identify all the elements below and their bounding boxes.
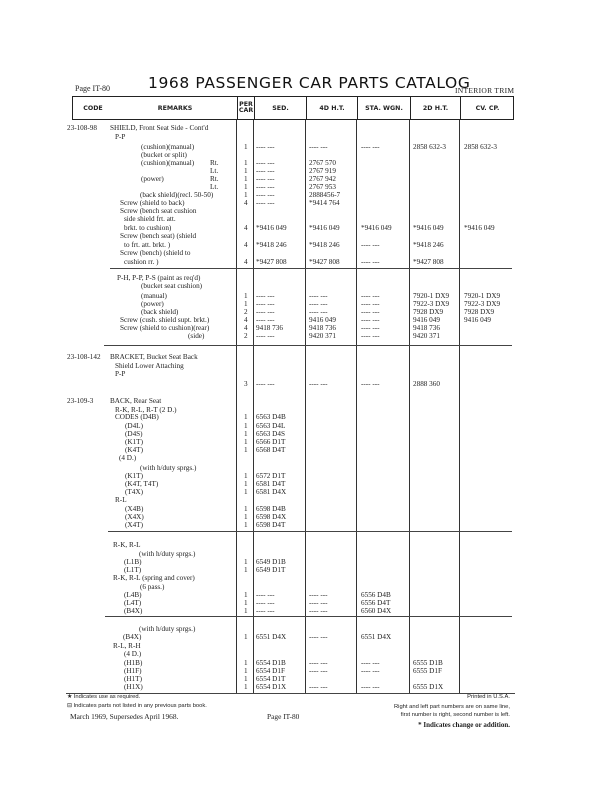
2d-ht-cell: 7920-1 DX9 (413, 292, 450, 300)
4d-ht-cell: 9420 371 (309, 332, 336, 340)
sed-cell: ---- --- (256, 332, 275, 340)
qty-cell: 4 (244, 224, 248, 232)
4d-ht-cell: ---- --- (309, 292, 328, 300)
4d-ht-cell: 2767 942 (309, 175, 336, 183)
remark: (back shield)(recl. 50-50) (140, 191, 214, 199)
qty-cell: 1 (244, 599, 248, 607)
4d-ht-cell: *9418 246 (309, 241, 340, 249)
sed-cell: ---- --- (256, 199, 275, 207)
remark: to frt. att. brkt. ) (124, 241, 171, 249)
4d-ht-cell: ---- --- (309, 599, 328, 607)
remark: (L4T) (124, 599, 142, 607)
remark: (4 D.) (119, 454, 137, 462)
revision-date: March 1969, Supersedes April 1968. (70, 712, 179, 721)
qty-cell: 3 (244, 380, 248, 388)
column-divider (253, 120, 254, 693)
4d-ht-cell: ---- --- (309, 607, 328, 615)
cv-cp-cell: *9416 049 (464, 224, 495, 232)
sed-cell: 6549 D1B (256, 558, 286, 566)
sed-cell: 6598 D4B (256, 505, 286, 513)
4d-ht-cell: *9416 049 (309, 224, 340, 232)
2d-ht-cell: 9416 049 (413, 316, 440, 324)
sta-wgn-cell: ---- --- (361, 292, 380, 300)
part-code: 23-108-98 (67, 124, 97, 132)
sed-cell: ---- --- (256, 143, 275, 151)
side-label: Lt. (210, 183, 219, 191)
4d-ht-cell: ---- --- (309, 591, 328, 599)
remark: (H1B) (124, 659, 143, 667)
qty-cell: 1 (244, 430, 248, 438)
table-header (72, 96, 514, 120)
part-code: 23-108-142 (67, 353, 101, 361)
remark: (L1B) (124, 558, 142, 566)
remark: SHIELD, Front Seat Side - Cont'd (110, 124, 209, 132)
col-4d-ht: 4D H.T. (306, 97, 357, 119)
sed-cell: 6566 D1T (256, 438, 286, 446)
catalog-title: 1968 PASSENGER CAR PARTS CATALOG (148, 74, 471, 92)
2d-ht-cell: 9420 371 (413, 332, 440, 340)
remark: P-P (115, 370, 126, 378)
sed-cell: ---- --- (256, 591, 275, 599)
qty-cell: 1 (244, 300, 248, 308)
side-label: Lt. (210, 167, 219, 175)
4d-ht-cell: 2767 570 (309, 159, 336, 167)
sed-cell: 9418 736 (256, 324, 283, 332)
sed-cell: 6572 D1T (256, 472, 286, 480)
part-code: 23-109-3 (67, 397, 94, 405)
sed-cell: 6598 D4T (256, 521, 286, 529)
footer-page-label: Page IT-80 (267, 712, 300, 721)
sed-cell: 6554 D1X (256, 683, 287, 691)
remark: (6 pass.) (140, 583, 165, 591)
remark: (L1T) (124, 566, 142, 574)
remark: (with h/duty sprgs.) (140, 464, 197, 472)
2d-ht-cell: *9427 808 (413, 258, 444, 266)
remark: R-L, R-H (113, 642, 141, 650)
col-remarks: REMARKS (157, 104, 193, 112)
4d-ht-cell: ---- --- (309, 667, 328, 675)
qty-cell: 1 (244, 422, 248, 430)
remark: BRACKET, Bucket Seat Back (110, 353, 198, 361)
remark: side shield frt. att. (124, 215, 176, 223)
4d-ht-cell: 9416 049 (309, 316, 336, 324)
col-per-car: PER CAR (237, 97, 254, 119)
section-divider (104, 345, 512, 346)
sta-wgn-cell: *9416 049 (361, 224, 392, 232)
remark: (power) (141, 300, 164, 308)
4d-ht-cell: 2767 919 (309, 167, 336, 175)
2d-ht-cell: 9418 736 (413, 324, 440, 332)
2d-ht-cell: 6555 D1F (413, 667, 442, 675)
sta-wgn-cell: 6556 D4B (361, 591, 391, 599)
section-divider (108, 531, 512, 532)
sta-wgn-cell: ---- --- (361, 258, 380, 266)
qty-cell: 1 (244, 607, 248, 615)
col-2d-ht: 2D H.T. (410, 97, 460, 119)
remark: Screw (bench seat cushion (120, 207, 197, 215)
remark: (K1T) (125, 438, 143, 446)
sed-cell: ---- --- (256, 316, 275, 324)
2d-ht-cell: 7922-3 DX9 (413, 300, 450, 308)
remark: (H1T) (124, 675, 142, 683)
col-cv-cp: CV. CP. (460, 97, 514, 119)
remark: (with h/duty sprgs.) (139, 625, 196, 633)
remark: (D4L) (125, 422, 143, 430)
qty-cell: 1 (244, 488, 248, 496)
remark: (cushion)(manual) (141, 159, 195, 167)
2d-ht-cell: 6555 D1B (413, 659, 443, 667)
sed-cell: 6568 D4T (256, 446, 286, 454)
col-sta-wgn: STA. WGN. (357, 97, 410, 119)
4d-ht-cell: *9427 808 (309, 258, 340, 266)
sta-wgn-cell: ---- --- (361, 380, 380, 388)
remark: (L4B) (124, 591, 142, 599)
col-code: CODE (83, 104, 103, 112)
remark: Screw (cush. shield supt. brkt.) (120, 316, 210, 324)
remark: (H1F) (124, 667, 142, 675)
qty-cell: 1 (244, 413, 248, 421)
side-label: Rt. (210, 175, 219, 183)
remark: CODES (D4B) (115, 413, 159, 421)
remark: P-H, P-P, P-S (paint as req'd) (117, 274, 201, 282)
qty-cell: 1 (244, 167, 248, 175)
qty-cell: 1 (244, 143, 248, 151)
sta-wgn-cell: ---- --- (361, 659, 380, 667)
sed-cell: 6554 D1B (256, 659, 286, 667)
column-divider (305, 120, 306, 693)
remark: (K4T) (125, 446, 143, 454)
qty-cell: 4 (244, 241, 248, 249)
qty-cell: 4 (244, 324, 248, 332)
qty-cell: 1 (244, 183, 248, 191)
4d-ht-cell: ---- --- (309, 659, 328, 667)
remark: (X4T) (125, 521, 143, 529)
sed-cell: 6563 D4L (256, 422, 286, 430)
remark: Screw (bench) (shield to (120, 249, 191, 257)
remark: (4 D.) (124, 650, 142, 658)
remark: (K1T) (125, 472, 143, 480)
col-sed: SED. (254, 97, 306, 119)
remark: (H1X) (124, 683, 143, 691)
sta-wgn-cell: 6556 D4T (361, 599, 391, 607)
4d-ht-cell: ---- --- (309, 380, 328, 388)
4d-ht-cell: ---- --- (309, 308, 328, 316)
qty-cell: 1 (244, 175, 248, 183)
4d-ht-cell: 9418 736 (309, 324, 336, 332)
sed-cell: ---- --- (256, 167, 275, 175)
sed-cell: 6551 D4X (256, 633, 287, 641)
sed-cell: *9416 049 (256, 224, 287, 232)
sta-wgn-cell: ---- --- (361, 324, 380, 332)
qty-cell: 4 (244, 258, 248, 266)
qty-cell: 1 (244, 472, 248, 480)
remark: (K4T, T4T) (125, 480, 159, 488)
remark: cushion rr. ) (124, 258, 159, 266)
section-divider (105, 616, 512, 617)
sed-cell: ---- --- (256, 292, 275, 300)
qty-cell: 1 (244, 505, 248, 513)
remark: (bucket or split) (141, 151, 187, 159)
sed-cell: *9418 246 (256, 241, 287, 249)
remark: R-L (115, 496, 127, 504)
sed-cell: ---- --- (256, 599, 275, 607)
remark: (B4X) (124, 607, 143, 615)
sta-wgn-cell: ---- --- (361, 241, 380, 249)
sed-cell: ---- --- (256, 607, 275, 615)
sed-cell: 6581 D4X (256, 488, 287, 496)
sed-cell: ---- --- (256, 159, 275, 167)
2d-ht-cell: 2888 360 (413, 380, 440, 388)
printed-in: Printed in U.S.A. (467, 694, 510, 700)
remark: (bucket seat cushion) (141, 282, 203, 290)
qty-cell: 2 (244, 332, 248, 340)
qty-cell: 1 (244, 633, 248, 641)
rl-note-1: Right and left part numbers are on same line, (393, 704, 510, 710)
remark: (T4X) (125, 488, 143, 496)
qty-cell: 1 (244, 191, 248, 199)
qty-cell: 1 (244, 521, 248, 529)
remark: R-K, R-L, R-T (2 D.) (115, 406, 177, 414)
sed-cell: ---- --- (256, 191, 275, 199)
sta-wgn-cell: 6551 D4X (361, 633, 392, 641)
remark: (power) (141, 175, 164, 183)
remark: (side) (188, 332, 205, 340)
sed-cell: ---- --- (256, 175, 275, 183)
qty-cell: 1 (244, 558, 248, 566)
cv-cp-cell: 9416 049 (464, 316, 491, 324)
qty-cell: 1 (244, 159, 248, 167)
4d-ht-cell: ---- --- (309, 300, 328, 308)
qty-cell: 1 (244, 446, 248, 454)
sed-cell: ---- --- (256, 380, 275, 388)
4d-ht-cell: 2767 953 (309, 183, 336, 191)
sed-cell: ---- --- (256, 300, 275, 308)
remark: (manual) (141, 292, 167, 300)
remark: (cushion)(manual) (141, 143, 195, 151)
cv-cp-cell: 2858 632-3 (464, 143, 497, 151)
4d-ht-cell: ---- --- (309, 633, 328, 641)
qty-cell: 1 (244, 438, 248, 446)
qty-cell: 4 (244, 199, 248, 207)
sta-wgn-cell: 6560 D4X (361, 607, 392, 615)
column-divider (236, 120, 237, 693)
sta-wgn-cell: ---- --- (361, 667, 380, 675)
qty-cell: 1 (244, 675, 248, 683)
footnote-box: ⊟ Indicates parts not listed in any previous parts book. (67, 703, 207, 709)
footnote-star: ★ Indicates use as required. (67, 694, 141, 700)
remark: (X4B) (125, 505, 144, 513)
remark: Screw (bench seat) (shield (120, 232, 197, 240)
section-label: INTERIOR TRIM (455, 86, 515, 95)
sed-cell: 6549 D1T (256, 566, 286, 574)
sta-wgn-cell: ---- --- (361, 332, 380, 340)
cv-cp-cell: 7928 DX9 (464, 308, 495, 316)
remark: (back shield) (141, 308, 179, 316)
2d-ht-cell: 6555 D1X (413, 683, 444, 691)
qty-cell: 1 (244, 292, 248, 300)
column-divider (409, 120, 410, 693)
change-note: * Indicates change or addition. (418, 721, 510, 729)
2d-ht-cell: 7928 DX9 (413, 308, 444, 316)
2d-ht-cell: *9418 246 (413, 241, 444, 249)
qty-cell: 1 (244, 513, 248, 521)
qty-cell: 2 (244, 308, 248, 316)
sed-cell: ---- --- (256, 308, 275, 316)
sta-wgn-cell: ---- --- (361, 316, 380, 324)
cv-cp-cell: 7922-3 DX9 (464, 300, 501, 308)
remark: (with h/duty sprgs.) (139, 550, 196, 558)
qty-cell: 1 (244, 480, 248, 488)
2d-ht-cell: *9416 049 (413, 224, 444, 232)
4d-ht-cell: ---- --- (309, 143, 328, 151)
sed-cell: 6563 D4S (256, 430, 285, 438)
section-divider (110, 268, 512, 269)
remark: (X4X) (125, 513, 144, 521)
remark: Screw (shield to back) (120, 199, 185, 207)
sed-cell: 6554 D1T (256, 675, 286, 683)
qty-cell: 1 (244, 667, 248, 675)
sta-wgn-cell: ---- --- (361, 300, 380, 308)
4d-ht-cell: 2888456-7 (309, 191, 341, 199)
4d-ht-cell: *9414 764 (309, 199, 340, 207)
remark: (B4X) (123, 633, 142, 641)
qty-cell: 4 (244, 316, 248, 324)
remark: Shield Lower Attaching (115, 362, 184, 370)
remark: BACK, Rear Seat (110, 397, 162, 405)
sed-cell: 6598 D4X (256, 513, 287, 521)
sta-wgn-cell: ---- --- (361, 683, 380, 691)
column-divider (459, 120, 460, 693)
qty-cell: 1 (244, 659, 248, 667)
rl-note-2: first number is right, second number is left. (400, 712, 510, 718)
sed-cell: *9427 808 (256, 258, 287, 266)
sta-wgn-cell: ---- --- (361, 308, 380, 316)
remark: Screw (shield to cushion)(rear) (120, 324, 210, 332)
sed-cell: 6581 D4T (256, 480, 286, 488)
cv-cp-cell: 7920-1 DX9 (464, 292, 501, 300)
2d-ht-cell: 2858 632-3 (413, 143, 446, 151)
remark: brkt. to cushion) (124, 224, 172, 232)
qty-cell: 1 (244, 683, 248, 691)
sed-cell: 6563 D4B (256, 413, 286, 421)
sed-cell: 6554 D1F (256, 667, 285, 675)
remark: P-P (115, 133, 126, 141)
4d-ht-cell: ---- --- (309, 683, 328, 691)
remark: (D4S) (125, 430, 143, 438)
column-divider (356, 120, 357, 693)
sta-wgn-cell: ---- --- (361, 143, 380, 151)
remark: R-K, R-L (113, 541, 141, 549)
qty-cell: 1 (244, 591, 248, 599)
page-label: Page IT-80 (75, 84, 111, 93)
qty-cell: 1 (244, 566, 248, 574)
remark: R-K, R-L (spring and cover) (113, 574, 195, 582)
sed-cell: ---- --- (256, 183, 275, 191)
side-label: Rt. (210, 159, 219, 167)
